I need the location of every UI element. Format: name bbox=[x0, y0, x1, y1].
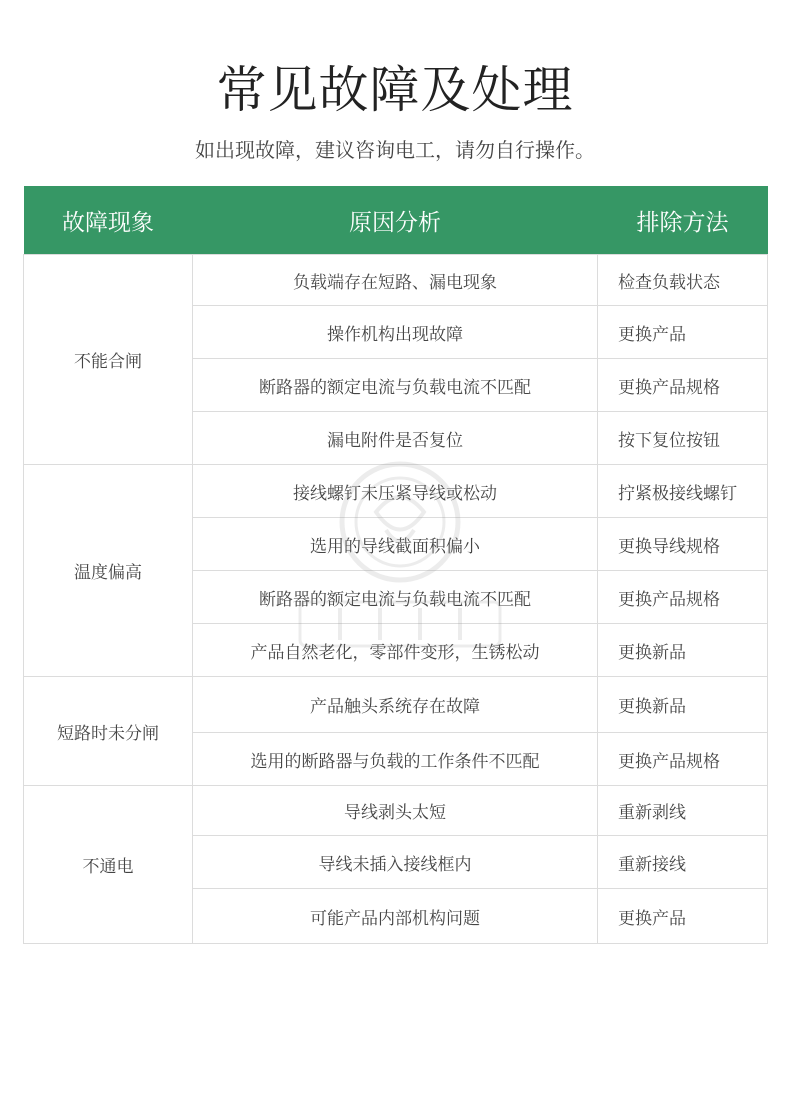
table-row bbox=[24, 677, 768, 733]
fix-cell: 更换产品规格 bbox=[598, 359, 768, 412]
fix-cell: 按下复位按钮 bbox=[598, 412, 768, 465]
fix-cell: 更换新品 bbox=[598, 624, 768, 677]
fault-table bbox=[23, 186, 768, 944]
cause-cell: 导线剥头太短 bbox=[193, 786, 598, 836]
fix-cell: 重新接线 bbox=[598, 836, 768, 889]
cause-cell: 操作机构出现故障 bbox=[193, 306, 598, 359]
fix-cell: 拧紧极接线螺钉 bbox=[598, 465, 768, 518]
cause-cell: 断路器的额定电流与负载电流不匹配 bbox=[193, 359, 598, 412]
symptom-cell: 温度偏高 bbox=[24, 465, 193, 677]
cause-cell: 断路器的额定电流与负载电流不匹配 bbox=[193, 571, 598, 624]
cause-cell: 导线未插入接线框内 bbox=[193, 836, 598, 889]
header-cause: 原因分析 bbox=[193, 186, 598, 255]
cause-cell: 选用的导线截面积偏小 bbox=[193, 518, 598, 571]
header-symptom: 故障现象 bbox=[24, 186, 193, 255]
fix-cell: 更换新品 bbox=[598, 677, 768, 733]
cause-cell: 接线螺钉未压紧导线或松动 bbox=[193, 465, 598, 518]
cause-cell: 负载端存在短路、漏电现象 bbox=[193, 255, 598, 306]
cause-cell: 选用的断路器与负载的工作条件不匹配 bbox=[193, 733, 598, 786]
table-row bbox=[24, 786, 768, 836]
fix-cell: 检查负载状态 bbox=[598, 255, 768, 306]
fix-cell: 更换产品规格 bbox=[598, 571, 768, 624]
fault-table-container bbox=[23, 186, 767, 944]
table-body bbox=[24, 255, 768, 944]
page-title: 常见故障及处理 bbox=[216, 61, 574, 119]
fix-cell: 更换产品规格 bbox=[598, 733, 768, 786]
cause-cell: 产品触头系统存在故障 bbox=[193, 677, 598, 733]
table-row bbox=[24, 255, 768, 306]
table-row bbox=[24, 465, 768, 518]
symptom-cell: 短路时未分闸 bbox=[24, 677, 193, 786]
table-header bbox=[24, 186, 768, 255]
page-subtitle: 如出现故障，建议咨询电工，请勿自行操作。 bbox=[195, 138, 595, 162]
cause-cell: 漏电附件是否复位 bbox=[193, 412, 598, 465]
header-fix: 排除方法 bbox=[598, 186, 768, 255]
symptom-cell: 不通电 bbox=[24, 786, 193, 944]
symptom-cell: 不能合闸 bbox=[24, 255, 193, 465]
fix-cell: 更换导线规格 bbox=[598, 518, 768, 571]
fix-cell: 更换产品 bbox=[598, 306, 768, 359]
cause-cell: 产品自然老化，零部件变形，生锈松动 bbox=[193, 624, 598, 677]
cause-cell: 可能产品内部机构问题 bbox=[193, 889, 598, 944]
fix-cell: 重新剥线 bbox=[598, 786, 768, 836]
fix-cell: 更换产品 bbox=[598, 889, 768, 944]
